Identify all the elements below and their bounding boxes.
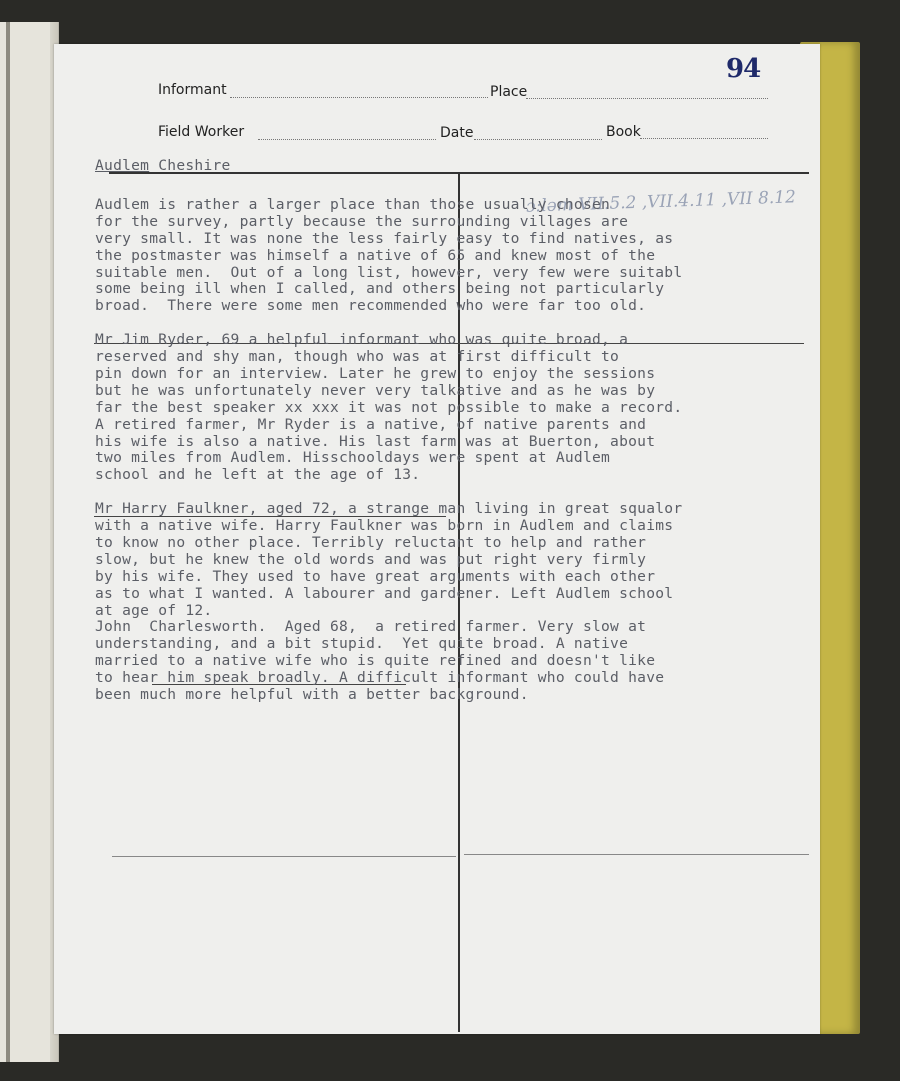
text-line: A retired farmer, Mr Ryder is a native, of native parents and [95,415,647,433]
paragraph-intro [95,197,775,315]
text-line: his wife is also a native. His last farm was at Buerton, about [95,432,656,450]
text-line: understanding, and a bit stupid. Yet quite broad. A native [95,635,629,653]
text-line: some being ill when I called, and others being not particularly [95,280,665,298]
page-number: 94 [726,54,761,84]
text-line: but he was unfortunately never very talkative and as he was by [95,381,656,399]
bottom-rule-left [112,856,456,857]
place-field[interactable] [526,98,768,99]
text-line: Mr Jim Ryder, 69 a helpful informant who was quite broad, a [95,331,629,349]
field-worker-label: Field Worker [158,124,245,140]
text-line: broad. There were some men recommended who were far too old. [95,297,647,315]
informant-label: Informant [158,82,227,98]
place-heading [95,158,775,192]
text-line: very small. It was none the less fairly easy to find natives, as [95,229,674,247]
text-line: slow, but he knew the old words and was put right very firmly [95,550,647,568]
date-label: Date [440,125,474,141]
text-line: married to a native wife who is quite refined and doesn't like [95,652,656,670]
paragraph-faulkner-charlesworth [95,501,775,704]
text-line: reserved and shy man, though who was at first difficult to [95,348,620,366]
text-line: Mr Harry Faulkner, aged 72, a strange man living in great squalor [95,500,683,518]
handwritten-phonetic-note: ɔ:ləm VII.5.2 ,VII.4.11 ,VII 8.12 [525,187,797,217]
text-line: by his wife. They used to have great arguments with each other [95,567,656,585]
binding [6,22,10,1062]
book-label: Book [606,124,641,140]
place-name: Audlem [95,157,150,174]
date-field[interactable] [474,139,602,140]
text-line: the postmaster was himself a native of 65 and knew most of the [95,246,656,264]
text-line: school and he left at the age of 13. [95,466,421,484]
book-field[interactable] [640,138,768,139]
text-line: pin down for an interview. Later he grew to enjoy the sessions [95,365,656,383]
text-line: to know no other place. Terribly reluctant to help and rather [95,534,647,552]
place-label: Place [490,84,528,100]
text-line: John Charlesworth. Aged 68, a retired farmer. Very slow at [95,618,647,636]
county-name: Cheshire [158,157,231,174]
text-line: to hear him speak broadly. A difficult informant who could have [95,669,665,687]
text-line: for the survey, partly because the surrounding villages are [95,212,629,230]
text-line: far the best speaker xx xxx it was not possible to make a record. [95,398,683,416]
bottom-rule-right [464,854,809,855]
field-worker-field[interactable] [258,139,436,140]
text-line: Audlem is rather a larger place than those usually chosen [95,196,611,213]
text-line: at age of 12. [95,601,213,619]
text-line: with a native wife. Harry Faulkner was born in Audlem and claims [95,517,674,535]
informant-field[interactable] [230,97,488,98]
text-line: as to what I wanted. A labourer and gardener. Left Audlem school [95,584,674,602]
text-line: been much more helpful with a better background. [95,686,529,704]
paragraph-jim-ryder [95,332,775,484]
typed-notes [95,158,775,704]
text-line: suitable men. Out of a long list, however, very few were suitabl [95,263,683,281]
text-line: two miles from Audlem. Hisschooldays were spent at Audlem [95,449,611,467]
